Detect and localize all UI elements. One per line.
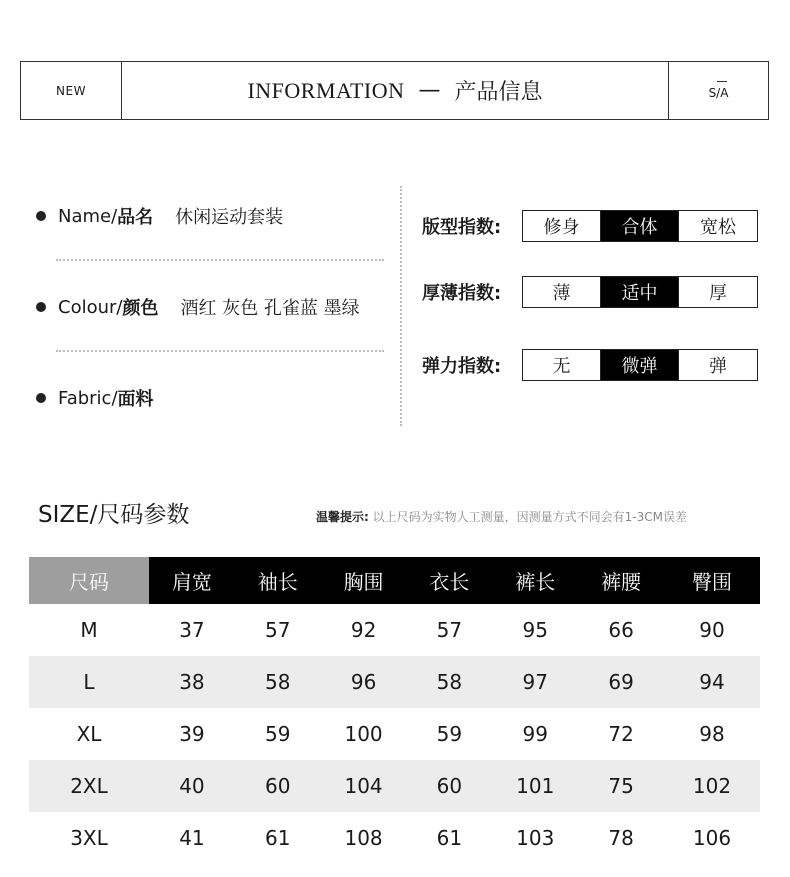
measure-cell: 104 [321,760,407,812]
tip-text: 以上尺码为实物人工测量，因测量方式不同会有1-3CM误差 [372,510,687,524]
header-cell: 肩宽 [149,557,235,604]
dotted-divider [56,350,384,352]
size-title: SIZE/尺码参数 [38,502,190,528]
measure-cell: 60 [406,760,492,812]
info-name-row [36,196,283,236]
size-cell: M [80,618,98,642]
measure-cell: 38 [149,656,235,708]
header-title [122,62,668,119]
bullet-icon [36,393,46,403]
scale-option: 厚 [709,283,727,304]
title-dash: — [418,78,441,103]
sa-label-box [668,62,768,119]
fit-index-label: 版型指数: [422,217,502,238]
measure-cell: 75 [578,760,664,812]
measure-cell: 39 [179,722,205,746]
table-row [29,656,760,708]
measure-cell: 57 [436,618,463,642]
fit-index-scale [522,210,758,242]
measure-cell: 78 [608,826,634,850]
scale-option: 薄 [523,277,601,307]
size-cell: L [29,656,149,708]
scale-option-selected: 合体 [601,211,679,241]
elasticity-index-row [422,349,758,381]
thickness-index-label: 厚薄指数: [422,283,502,304]
thickness-index-row [422,276,758,308]
info-header [20,61,769,120]
elasticity-index-label: 弹力指数: [422,356,502,377]
size-cell: 2XL [29,760,149,812]
measure-cell: 99 [522,722,548,746]
info-colour-row [36,287,360,327]
name-value: 休闲运动套装 [175,207,284,228]
fit-index-row [422,210,758,242]
bullet-icon [36,211,46,221]
measure-cell: 94 [664,656,760,708]
measure-cell: 108 [344,826,383,850]
vertical-dotted-divider [400,186,402,426]
header-cell: 裤长 [492,557,578,604]
scale-option: 弹 [709,356,727,377]
measure-cell: 97 [492,656,578,708]
table-row [29,760,760,812]
measure-cell: 60 [235,760,321,812]
measure-cell: 106 [692,826,732,850]
title-cn: 产品信息 [454,80,543,105]
scale-option: 宽松 [700,217,736,238]
measure-cell: 58 [406,656,492,708]
measure-cell: 96 [321,656,407,708]
header-cell: 尺码 [29,557,149,604]
new-label: NEW [21,62,122,119]
measure-cell: 41 [179,826,205,850]
measure-cell: 61 [436,826,463,850]
header-cell: 裤腰 [578,557,664,604]
size-cell: XL [76,722,102,746]
info-fabric-row [36,378,176,418]
measure-cell: 66 [608,618,634,642]
title-en: INFORMATION [247,77,405,103]
measure-cell: 61 [265,826,291,850]
measure-cell: 40 [149,760,235,812]
measure-cell: 58 [235,656,321,708]
size-table [29,557,760,864]
thickness-index-scale [522,276,758,308]
table-row [29,708,760,760]
measure-cell: 95 [522,618,548,642]
measure-cell: 101 [492,760,578,812]
scale-option: 无 [523,350,601,380]
measure-cell: 57 [265,618,291,642]
measure-cell: 103 [516,826,555,850]
tip-label: 温馨提示: [316,510,369,524]
table-row [29,604,760,656]
elasticity-index-scale [522,349,758,381]
measure-cell: 98 [699,722,725,746]
measure-cell: 92 [350,618,377,642]
measure-cell: 59 [436,722,463,746]
scale-option-selected: 适中 [601,277,679,307]
table-row [29,812,760,864]
size-tip [316,508,687,525]
measure-cell: 37 [179,618,205,642]
header-cell: 胸围 [321,557,407,604]
size-cell: 3XL [70,826,108,850]
colour-label-cn: 颜色 [122,298,159,319]
header-cell: 衣长 [406,557,492,604]
sa-label: S/A [708,86,729,100]
overbar-mark [717,81,727,82]
measure-cell: 90 [699,618,725,642]
header-cell: 臀围 [664,557,760,604]
measure-cell: 72 [608,722,634,746]
measure-cell: 102 [664,760,760,812]
bullet-icon [36,302,46,312]
measure-cell: 59 [265,722,291,746]
header-cell: 袖长 [235,557,321,604]
scale-option: 修身 [523,211,601,241]
colour-label-en: Colour/ [58,296,123,318]
scale-option-selected: 微弹 [601,350,679,380]
size-table-header [29,557,760,604]
measure-cell: 100 [344,722,383,746]
dotted-divider [56,259,384,261]
colour-value: 酒红 灰色 孔雀蓝 墨绿 [180,298,360,319]
name-label-en: Name/ [58,205,118,227]
measure-cell: 69 [578,656,664,708]
fabric-label-cn: 面料 [117,389,154,410]
fabric-label-en: Fabric/ [58,387,118,409]
name-label-cn: 品名 [117,207,154,228]
